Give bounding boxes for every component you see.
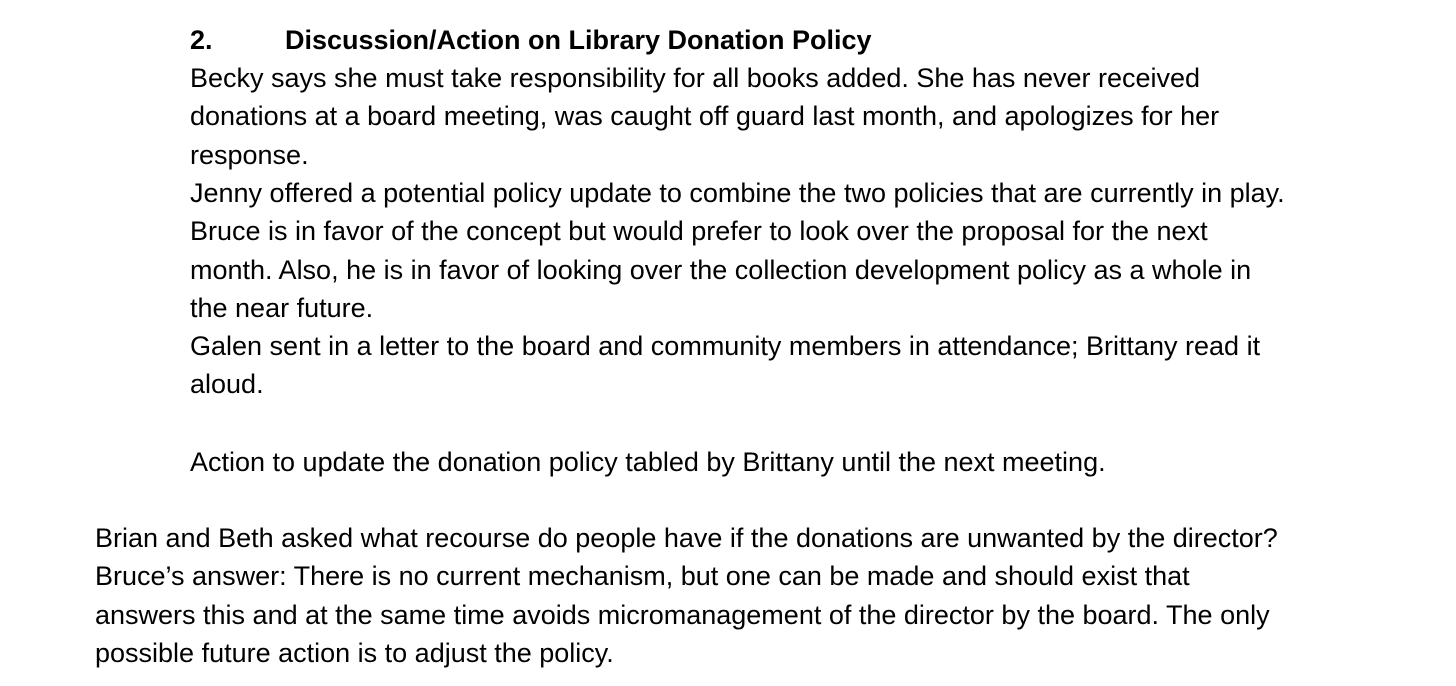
- text-line: donations at a board meeting, was caught off guard last month, and apologizes for her: [190, 101, 1220, 132]
- text-line: possible future action is to adjust the policy.: [95, 638, 614, 669]
- text-line: the near future.: [190, 293, 374, 324]
- text-line: Bruce is in favor of the concept but would prefer to look over the proposal for the next: [190, 216, 1208, 247]
- text-line: aloud.: [190, 369, 264, 400]
- section-number: 2.: [190, 25, 213, 55]
- text-line: Brian and Beth asked what recourse do people have if the donations are unwanted by the director?: [95, 523, 1278, 553]
- text-line: Action to update the donation policy tabled by Brittany until the next meeting.: [190, 447, 1106, 477]
- paragraph-action: [190, 443, 1106, 481]
- section-heading: [190, 22, 872, 58]
- text-line: response.: [190, 139, 309, 170]
- text-line: Jenny offered a potential policy update to combine the two policies that are currently in play.: [190, 178, 1285, 208]
- paragraph-becky: [190, 59, 1219, 174]
- paragraph-brian-beth: [95, 519, 1278, 673]
- paragraph-galen: [190, 327, 1260, 404]
- text-line: Galen sent in a letter to the board and community members in attendance; Brittany read it: [190, 331, 1261, 361]
- section-title: Discussion/Action on Library Donation Policy: [285, 25, 872, 55]
- text-line: month. Also, he is in favor of looking over the collection development policy as a whole in: [190, 254, 1252, 285]
- paragraph-jenny-bruce: [190, 174, 1285, 328]
- text-line: Bruce’s answer: There is no current mechanism, but one can be made and should exist that: [95, 561, 1190, 592]
- text-line: Becky says she must take responsibility for all books added. She has never received: [190, 63, 1201, 93]
- text-line: answers this and at the same time avoids micromanagement of the director by the board. The only: [95, 599, 1270, 630]
